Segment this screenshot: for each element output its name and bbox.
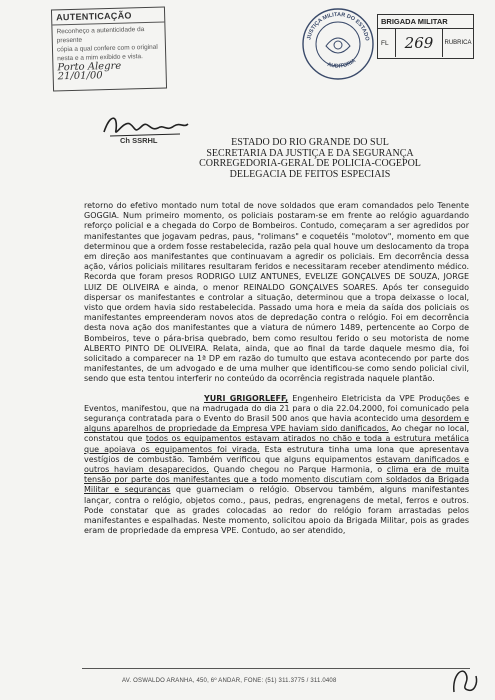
page-number-stamp: [377, 14, 474, 59]
page-stamp-rubrica-label: RUBRICA: [444, 40, 472, 46]
letterhead-corregedoria: CORREGEDORIA-GERAL DE POLICIA-COGEPOL: [199, 158, 421, 170]
auth-stamp-line: nesta e a mim exibido e vista.: [57, 53, 143, 63]
page-number: 269: [395, 29, 443, 57]
letterhead-state: ESTADO DO RIO GRANDE DO SUL: [231, 137, 389, 148]
underlined-text: estavam danificados e outros haviam desaparecidos.: [84, 454, 470, 475]
page-stamp-header: BRIGADA MILITAR: [378, 15, 473, 29]
auth-stamp-body: [52, 23, 165, 84]
footer-divider: [82, 668, 470, 669]
seal-bottom-text: AUDITORIA: [326, 57, 358, 70]
letterhead: [190, 138, 430, 180]
auth-stamp-line: cópia a qual confere com o original: [56, 43, 158, 54]
witness-name: YURI GRIGORLEFF,: [204, 393, 289, 403]
auth-stamp-title: AUTENTICAÇÃO: [52, 8, 164, 26]
paragraph-2: [84, 394, 469, 537]
paragraph-2-text: Quando chegou no Parque Harmonia, o: [208, 465, 387, 475]
underlined-text: desordem e alguns aparelhos de propriedade da Empresa VPE haviam sido danificados.: [84, 414, 470, 434]
paragraph-2-text: Esta estrutura tinha uma lona que apresentava vestígios de combustão. Também verificou que alguns equipamentos: [84, 444, 469, 464]
auth-stamp-date: Porto Alegre 21/01/00: [57, 60, 122, 83]
seal-icon: [300, 2, 376, 86]
letterhead-secretariat: SECRETARIA DA JUSTIÇA E DA SEGURANÇA: [206, 147, 414, 159]
svg-text:AUDITORIA: [326, 58, 357, 70]
paragraph-2-text: que guarneciam o relógio. Observou também, alguns manifestantes lançar, contra o relógio, objetos como., paus, pedras, engrenagens de metal, ferros e outros. Pode constatar que as grades colocadas ao redor do relógio foram arrastadas pelos manifestantes e espalhadas. Neste momento, solicitou apoio da Brigada Militar, pois as grades eram de propriedade da empresa VPE. Contudo, ao ser atendido,: [84, 485, 469, 536]
paragraph-2-text: Engenheiro Eletricista da VPE Produções e Eventos, manifestou, que na madrugada do dia 21 para o dia 22.04.2000, foi comunicado pela segurança contratada para o Evento do Brasil 500 anos que havia acontecido uma: [84, 393, 470, 424]
page-stamp-fl-label: FL: [381, 39, 389, 47]
initials-icon: [448, 664, 482, 696]
paragraph-2-text: Ao chegar no local, constatou que: [84, 424, 469, 444]
underlined-text: todos os equipamentos estavam atirados no chão e toda a estrutura metálica que apoiava os equipamentos foi virada.: [84, 434, 469, 454]
auth-stamp-line: Reconheço a autenticidade da presente: [56, 26, 145, 45]
authentication-stamp: [51, 7, 167, 92]
seal-top-text: JUSTIÇA MILITAR DO ESTADO: [306, 11, 370, 42]
document-body: [84, 201, 469, 537]
letterhead-delegacia: DELEGACIA DE FEITOS ESPECIAIS: [229, 168, 391, 180]
footer-address: AV. OSWALDO ARANHA, 450, 6º ANDAR, FONE: (51) 311.3775 / 311.0408: [122, 678, 337, 684]
signature-caption: Ch SSRHL: [120, 136, 158, 145]
underlined-text: clima era de muita tensão por parte dos manifestantes que a todo momento discutiam com soldados da Brigada Militar e seguranças: [84, 465, 470, 495]
paragraph-1: retorno do efetivo montado num total de nove soldados que eram comandados pelo Tenente GOGGIA. Num primeiro momento, os policiais postaram-se em frente ao relógio aguardando reforço policial e a chegada do Corpo de Bombeiros. Contudo, começaram a ser agredidos por manifestantes que jogavam pedras, paus, "rolimans" e coquetéis "molotov", momento em que determinou que a ordem fosse restabelecida, razão pela qual houve um deslocamento da tropa em direção aos manifestantes que continuavam a agredir os policiais. Em decorrência dessa ação, vários policiais militares resultaram feridos e necessitaram receber atendimento médico. Recorda que foram presos RODRIGO LUIZ ANTUNES, EVELIZE GONÇALVES DE SOUZA, JORGE LUIZ DE OLIVEIRA e ainda, o menor REINALDO GONÇALVES SOARES. Após ter conseguido dispersar os manifestantes e controlar a situação, determinou que a tropa deixasse o local, visto que ordem havia sido restabelecida. Passado uma hora e meia da saída dos policiais os manifestantes empreenderam novos atos de depredação contra o relógio. Foi em decorrência desta nova ação dos manifestantes que a viatura de número 1489, pertencente ao Corpo de Bombeiros, teve o pára-brisa quebrado, bem como resultou ferido o seu motorista de nome ALBERTO PINTO DE OLIVEIRA. Relata, ainda, que ao final da tarde daquele mesmo dia, foi solicitado a comparecer na 1ª DP em razão do tumulto que estava acontecendo por parte dos manifestantes, de um advogado e de uma mulher que identificou-se como sendo policial civil, sendo que esta tentou interferir no conteúdo da ocorrência registrada naquele plantão.: [84, 201, 469, 384]
